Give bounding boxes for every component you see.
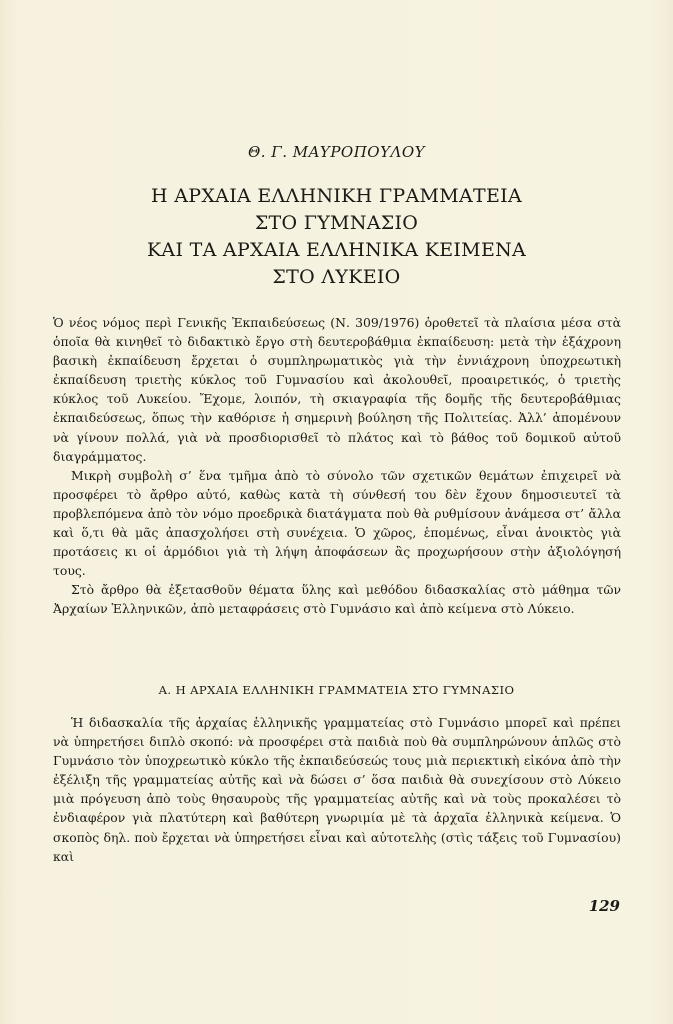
page-number: 129 xyxy=(588,897,620,915)
paragraph: Ὁ νέος νόμος περὶ Γενικῆς Ἐκπαιδεύσεως (Ν. 309/1976) ὁροθετεῖ τὰ πλαίσια μέσα στὰ ὁποῖα θὰ κινηθεῖ τὸ διδακτικὸ ἔργο στὴ δευτεροβάθμια ἐκπαίδευση: μετὰ τὴν ἑξάχρονη βασικὴ ἐκπαίδευση ἔρχεται ὁ συμπληρωματικὸς γιὰ τὴν ἐννιάχρονη ὑποχρεωτικὴ ἐκπαίδευση τριετὴς κύκλος τοῦ Γυμνασίου καὶ ἀκολουθεῖ, προαιρετικός, ὁ τριετὴς κύκλος τοῦ Λυκείου. Ἔχομε, λοιπόν, τὴ σκιαγραφία τῆς δομῆς τῆς δευτεροβάθμιας ἐκπαιδεύσεως, ὅπως τὴν καθόρισε ἡ σημερινὴ βούληση τῆς Πολιτείας. Ἀλλ’ ἀπομένουν νὰ γίνουν πολλά, γιὰ νὰ προσδιορισθεῖ τὸ πλάτος καὶ τὸ βάθος τοῦ δομικοῦ αὐτοῦ διαγράμματος. xyxy=(53,315,621,464)
article-title xyxy=(0,183,673,291)
title-line: ΣΤΟ ΛΥΚΕΙΟ xyxy=(272,266,401,288)
title-line: Η ΑΡΧΑΙΑ ΕΛΛΗΝΙΚΗ ΓΡΑΜΜΑΤΕΙΑ xyxy=(151,185,522,207)
paragraph: Στὸ ἄρθρο θὰ ἐξετασθοῦν θέματα ὕλης καὶ μεθόδου διδασκαλίας στὸ μάθημα τῶν Ἀρχαίων Ἑλληνικῶν, ἀπὸ μεταφράσεις στὸ Γυμνάσιο καὶ ἀπὸ κείμενα στὸ Λύκειο. xyxy=(53,582,621,617)
title-line: ΣΤΟ ΓΥΜΝΑΣΙΟ xyxy=(254,212,419,234)
title-line: ΚΑΙ ΤΑ ΑΡΧΑΙΑ ΕΛΛΗΝΙΚΑ ΚΕΙΜΕΝΑ xyxy=(146,239,527,261)
section-text xyxy=(53,713,621,866)
paragraph: Μικρὴ συμβολὴ σ’ ἕνα τμῆμα ἀπὸ τὸ σύνολο τῶν σχετικῶν θεμάτων ἐπιχειρεῖ νὰ προσφέρει τὸ ἄρθρο αὐτό, καθὼς κατὰ τὴ σύνθεσή του δὲν ἔχουν δημοσιευτεῖ τὰ προβλεπόμενα ἀπὸ τὸν νόμο προεδρικὰ διατάγματα ποὺ θὰ ρυθμίσουν ἀνάμεσα στ’ ἄλλα καὶ ὅ,τι θὰ μᾶς ἀπασχολήσει στὴ συνέχεια. Ὁ χῶρος, ἑπομένως, εἶναι ἀνοικτὸς γιὰ προτάσεις κι οἱ ἁρμόδιοι γιὰ τὴ λήψη ἀποφάσεων ἂς προχωρήσουν στὴν ἀξιολόγησή τους. xyxy=(53,467,621,579)
paragraph: Ἡ διδασκαλία τῆς ἀρχαίας ἑλληνικῆς γραμματείας στὸ Γυμνάσιο μπορεῖ καὶ πρέπει νὰ ὑπηρετήσει διπλὸ σκοπό: νὰ προσφέρει στὰ παιδιὰ ποὺ θὰ συμπληρώνουν ἁπλῶς στὸ Γυμνάσιο τὸν ὑποχρεωτικὸ κύκλο τῆς ἐκπαιδεύσεώς τους μιὰ περιεκτικὴ εἰκόνα ἀπὸ τὴν ἐξέλιξη τῆς γραμματείας αὐτῆς καὶ νὰ δώσει σ’ ὅσα παιδιὰ θὰ συνεχίσουν στὸ Λύκειο μιὰ πρόγευση ἀπὸ τοὺς θησαυροὺς τῆς γραμματείας αὐτῆς καὶ νὰ τοὺς προκαλέσει τὸ ἐνδιαφέρον γιὰ πλατύτερη καὶ βαθύτερη γνωριμία μὲ τὰ ἀρχαῖα ἑλληνικὰ κείμενα. Ὁ σκοπὸς δηλ. ποὺ ἔρχεται νὰ ὑπηρετήσει εἶναι καὶ αὐτοτελὴς (στὶς τάξεις τοῦ Γυμνασίου) καὶ xyxy=(53,715,621,864)
author-name: Θ. Γ. ΜΑΥΡΟΠΟΥΛΟΥ xyxy=(247,143,426,161)
intro-text xyxy=(53,313,621,619)
section-heading: Α. Η ΑΡΧΑΙΑ ΕΛΛΗΝΙΚΗ ΓΡΑΜΜΑΤΕΙΑ ΣΤΟ ΓΥΜΝΑΣΙΟ xyxy=(158,683,515,697)
